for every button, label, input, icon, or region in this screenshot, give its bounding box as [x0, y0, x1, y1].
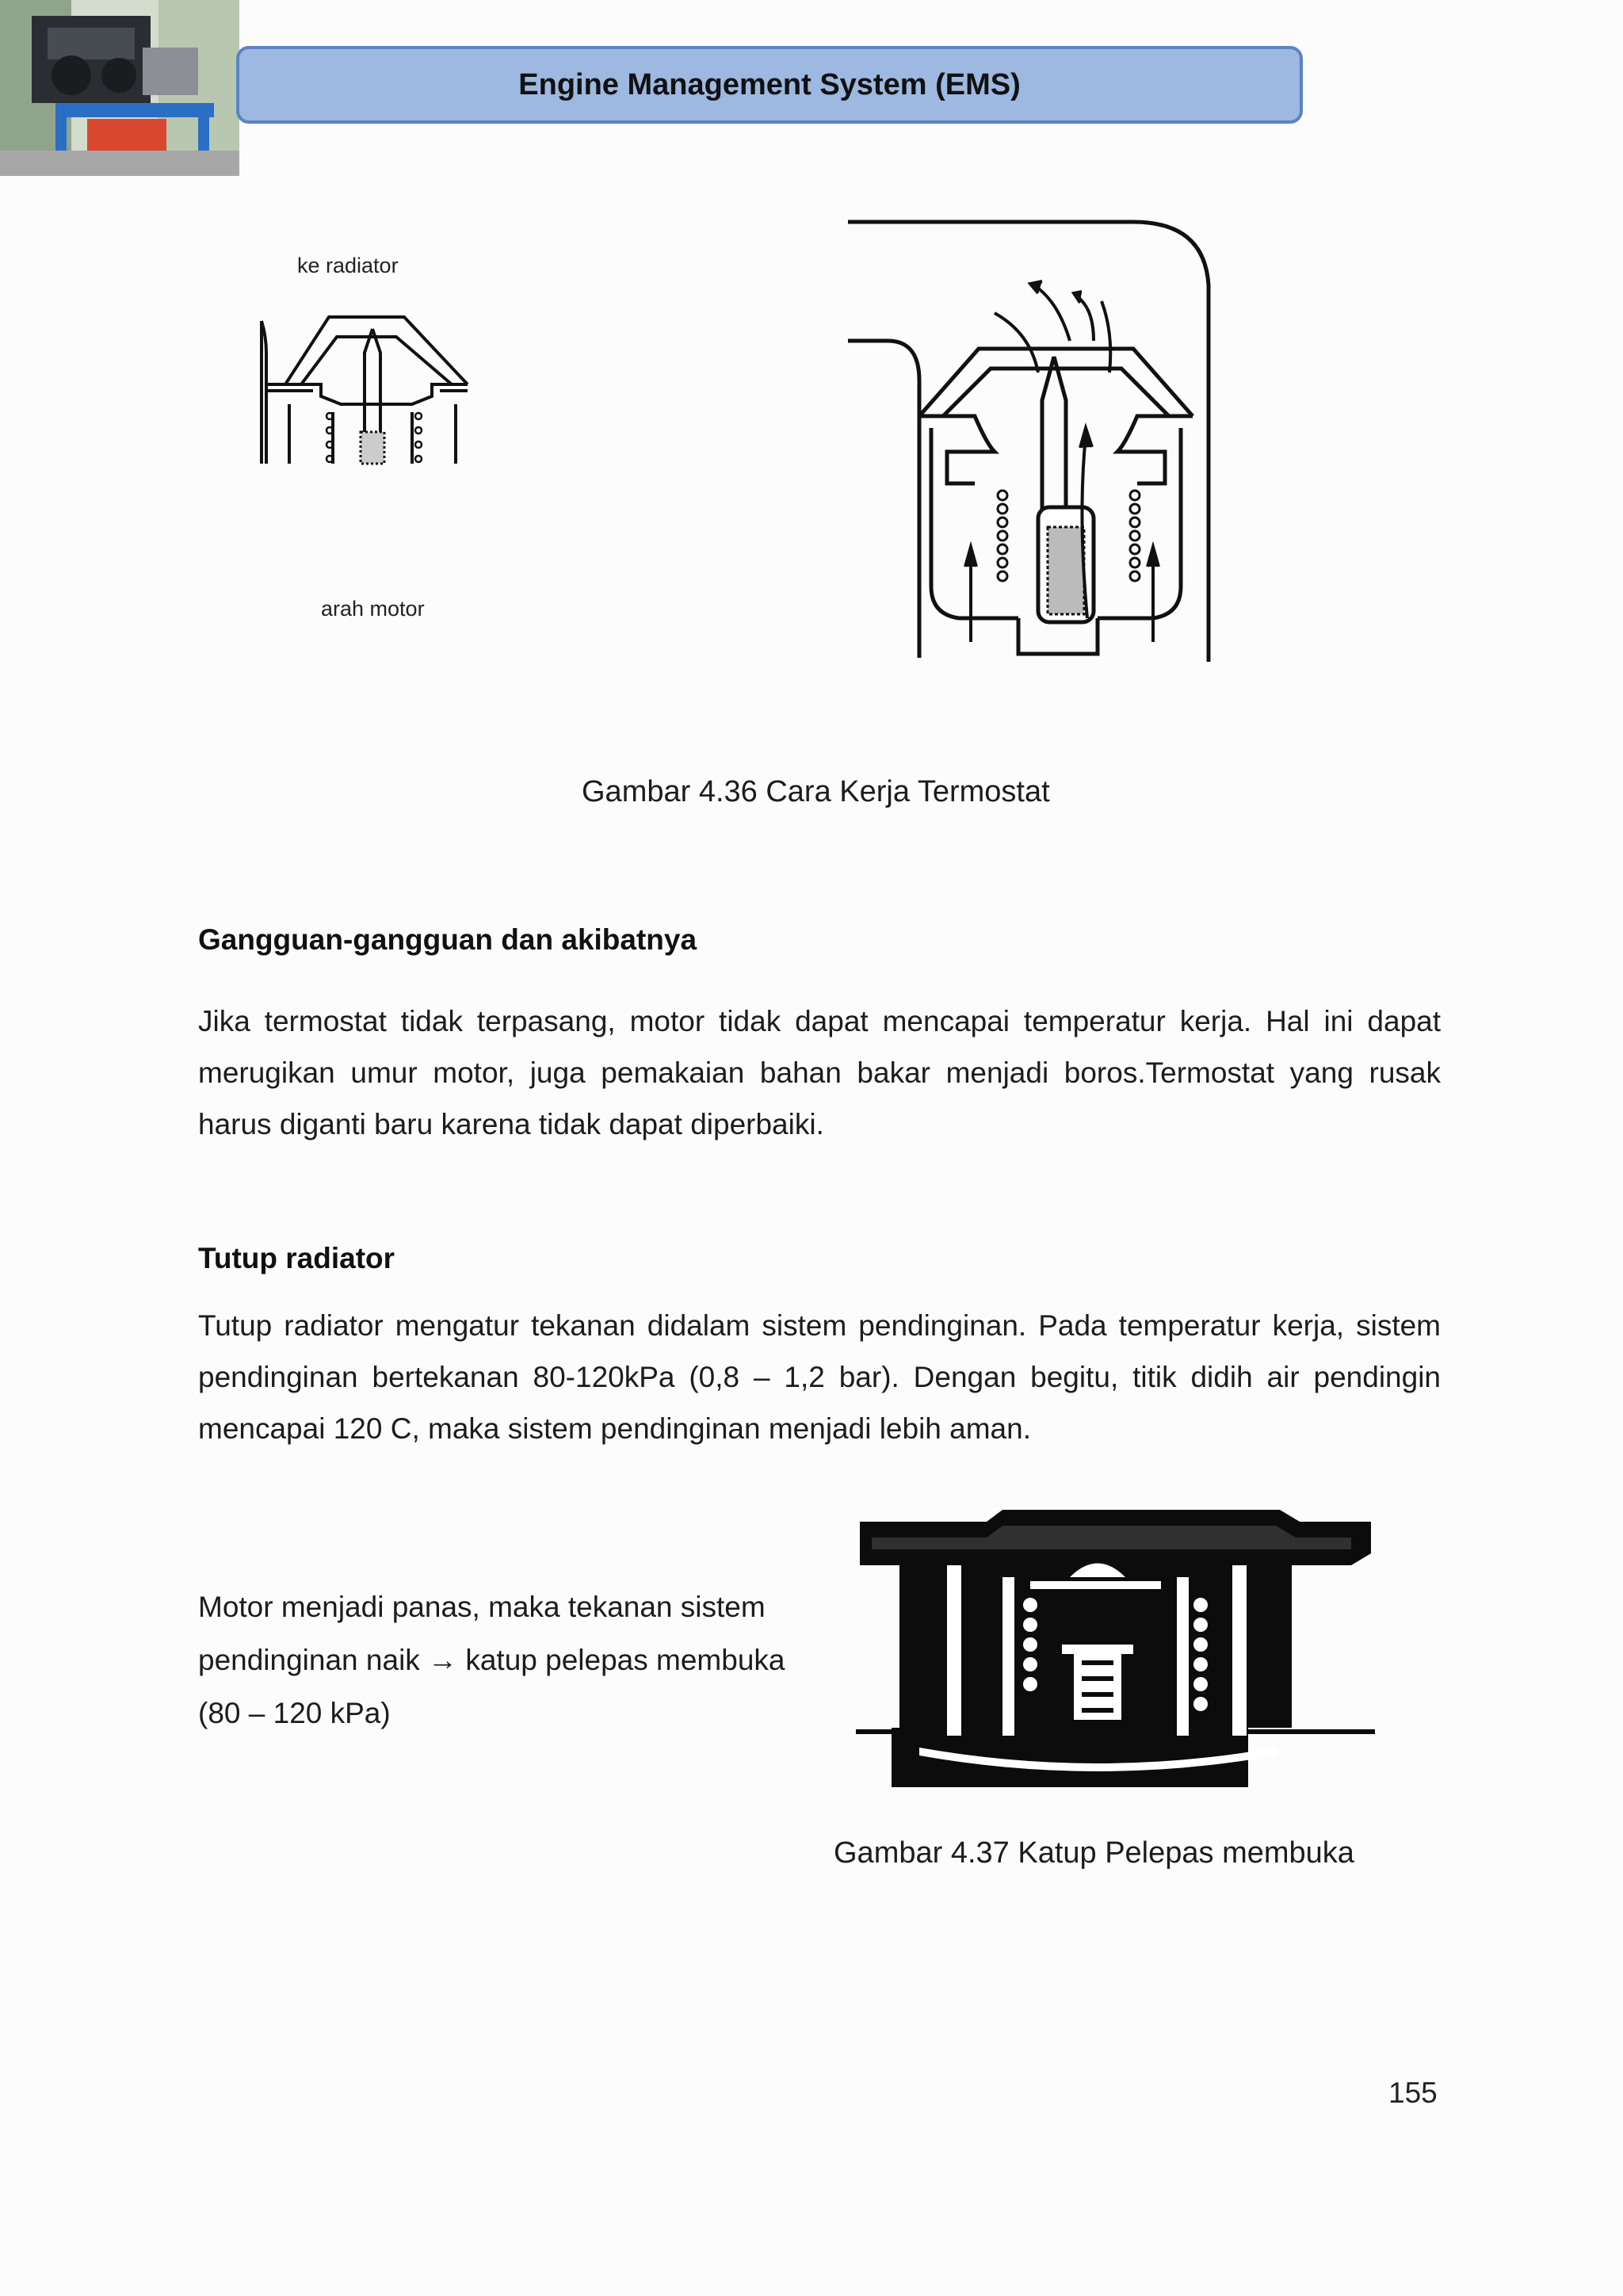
- page-number: 155: [1388, 2076, 1438, 2109]
- figure-37-caption: Gambar 4.37 Katup Pelepas membuka: [834, 1836, 1354, 1870]
- header-engine-photo: [0, 0, 239, 176]
- figure-36-caption: Gambar 4.36 Cara Kerja Termostat: [582, 775, 1050, 808]
- paragraph-tutup-radiator: Tutup radiator mengatur tekanan didalam sistem pendinginan. Pada temperatur kerja, sistem pendinginan bertekanan 80-120kPa (0,8 – 1,2 bar). Dengan begitu, titik didih air pendingin mencapai 120 C, maka sistem pendinginan menjadi lebih aman.: [198, 1309, 1441, 1445]
- radiator-cap-diagram: [844, 1506, 1375, 1799]
- motor-text-line1: Motor menjadi panas, maka tekanan sistem: [198, 1591, 766, 1623]
- thermostat-closed-diagram: [254, 305, 475, 472]
- label-ke-radiator: ke radiator: [297, 254, 399, 277]
- thermostat-open-diagram: [840, 214, 1220, 666]
- heading-tutup-radiator: Tutup radiator: [198, 1242, 395, 1274]
- header-bar: [236, 46, 1303, 124]
- motor-text-line2: pendinginan naik → katup pelepas membuka: [198, 1644, 785, 1676]
- motor-text: [198, 1580, 785, 1740]
- paragraph-gangguan: Jika termostat tidak terpasang, motor tidak dapat mencapai temperatur kerja. Hal ini dapat merugikan umur motor, juga pemakaian bahan bakar menjadi boros.Termostat yang rusak harus diganti baru karena tidak dapat diperbaiki.: [198, 1005, 1441, 1140]
- motor-text-line3: (80 – 120 kPa): [198, 1697, 391, 1729]
- label-arah-motor: arah motor: [321, 597, 425, 621]
- header-title: Engine Management System (EMS): [518, 67, 1021, 101]
- heading-gangguan: Gangguan-gangguan dan akibatnya: [198, 923, 697, 956]
